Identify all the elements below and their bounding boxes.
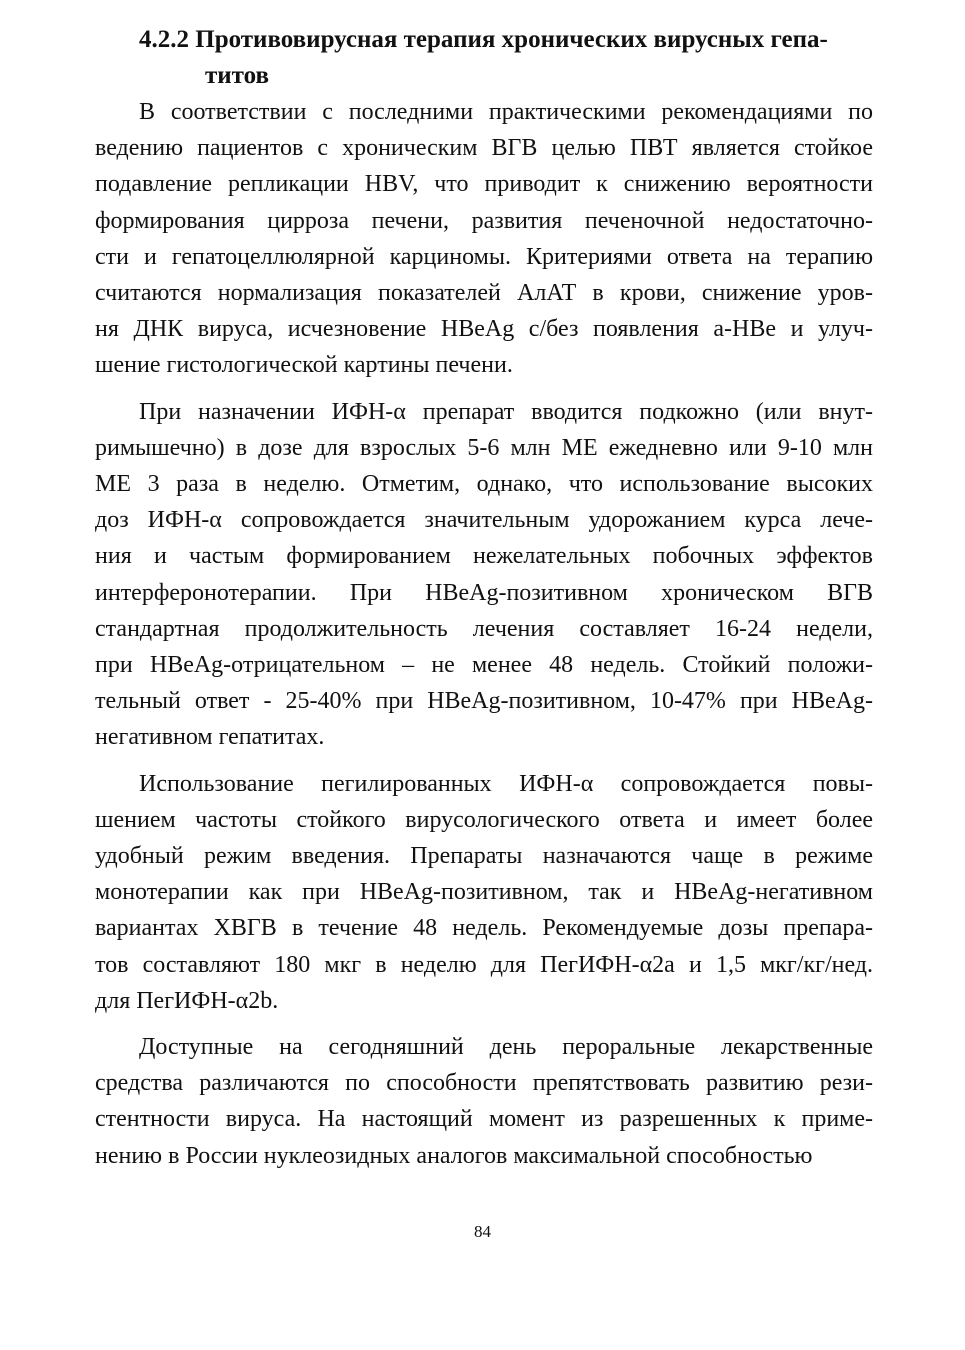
text-line: нению в России нуклеозидных аналогов максимальной способностью: [95, 1142, 813, 1169]
text-line: тов составляют 180 мкг в неделю для ПегИФН-α2а и 1,5 мкг/кг/нед.: [95, 951, 873, 978]
text-line: доз ИФН-α сопровождается значительным удорожанием курса лече-: [95, 507, 873, 534]
text-line: вариантах ХВГВ в течение 48 недель. Рекомендуемые дозы препара-: [95, 915, 873, 942]
text-line: монотерапии как при HBeAg-позитивном, так и HBeAg-негативном: [95, 879, 873, 906]
text-line: шение гистологической картины печени.: [95, 352, 513, 379]
text-line: МЕ 3 раза в неделю. Отметим, однако, что использование высоких: [95, 471, 873, 498]
text-line: ния и частым формированием нежелательных побочных эффектов: [95, 543, 873, 570]
paragraph: [95, 394, 873, 756]
text-line: тельный ответ - 25-40% при HBeAg-позитивном, 10-47% при HBeAg-: [95, 688, 873, 715]
text-line: интерферонотерапии. При HBeAg-позитивном хроническом ВГВ: [95, 579, 873, 606]
text-line: В соответствии с последними практическими рекомендациями по: [139, 99, 873, 125]
text-line: средства различаются по способности препятствовать развитию рези-: [95, 1070, 873, 1097]
text-line: негативном гепатитах.: [95, 724, 325, 751]
text-line: римышечно) в дозе для взрослых 5-6 млн МЕ ежедневно или 9-10 млн: [95, 434, 873, 461]
text-line: формирования цирроза печени, развития печеночной недостаточно-: [95, 207, 873, 234]
paragraph: [95, 1029, 873, 1174]
text-line: считаются нормализация показателей АлАТ в крови, снижение уров-: [95, 280, 873, 307]
text-line: При назначении ИФН-α препарат вводится подкожно (или внут-: [139, 398, 873, 425]
text-line: шением частоты стойкого вирусологического ответа и имеет более: [95, 806, 873, 833]
text-line: Использование пегилированных ИФН-α сопровождается повы-: [139, 770, 873, 797]
page-number: 84: [474, 1222, 491, 1241]
text-line: сти и гепатоцеллюлярной карциномы. Критериями ответа на терапию: [95, 243, 873, 270]
text-body: [95, 22, 873, 1174]
text-line: при HBeAg-отрицательном – не менее 48 недель. Стойкий положи-: [95, 652, 873, 679]
section-heading: [95, 22, 873, 94]
text-line: удобный режим введения. Препараты назначаются чаще в режиме: [95, 843, 873, 870]
text-line: стентности вируса. На настоящий момент из разрешенных к приме-: [95, 1106, 873, 1133]
text-line: Доступные на сегодняшний день пероральные лекарственные: [139, 1034, 873, 1061]
text-line: ня ДНК вируса, исчезновение HBeAg с/без появления а-HBe и улуч-: [95, 316, 873, 343]
heading-line: титов: [205, 62, 270, 89]
paragraph: [95, 766, 873, 1019]
text-line: подавление репликации HBV, что приводит к снижению вероятности: [95, 171, 873, 198]
paragraphs: [95, 94, 873, 1174]
text-line: стандартная продолжительность лечения составляет 16-24 недели,: [95, 615, 873, 642]
paragraph: [95, 94, 873, 384]
text-line: ведению пациентов с хроническим ВГВ целью ПВТ является стойкое: [95, 135, 873, 162]
text-line: для ПегИФН-α2b.: [95, 987, 279, 1014]
heading-line: 4.2.2 Противовирусная терапия хронических вирусных гепа-: [139, 26, 828, 53]
